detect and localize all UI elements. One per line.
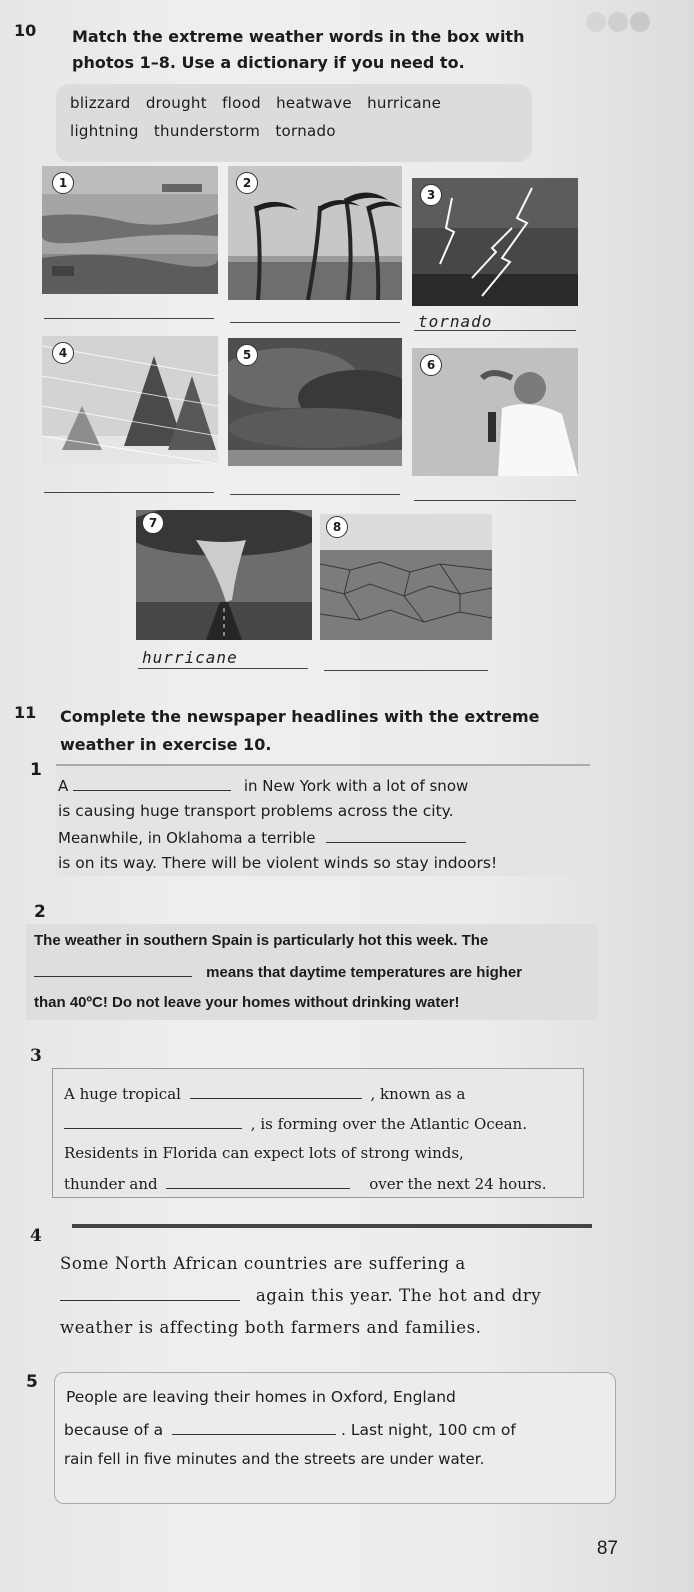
exercise-10-number: 10 xyxy=(14,21,37,40)
headline-4-line-1: Some North African countries are suffering a xyxy=(60,1254,466,1273)
headline-5 xyxy=(26,1366,616,1516)
blank-3b[interactable] xyxy=(64,1114,242,1129)
answer-line-4[interactable] xyxy=(44,492,214,493)
headline-2-number: 2 xyxy=(34,902,46,922)
headline-5-line-1: People are leaving their homes in Oxford, England xyxy=(66,1388,456,1406)
photo-7-tornado xyxy=(136,510,312,640)
headline-3-line-4-start: thunder and xyxy=(64,1175,158,1193)
headline-1-line-2: is causing huge transport problems across the city. xyxy=(58,802,454,820)
headline-4 xyxy=(30,1214,590,1344)
headline-5-line-3: rain fell in five minutes and the streets are under water. xyxy=(64,1450,485,1468)
headline-3-line-3: Residents in Florida can expect lots of strong winds, xyxy=(64,1144,464,1162)
headline-2-line-1: The weather in southern Spain is particularly hot this week. The xyxy=(34,932,489,949)
headline-1-a: A xyxy=(58,777,69,795)
headline-1 xyxy=(30,760,590,880)
headline-2-line-2-end: means that daytime temperatures are higher xyxy=(206,964,523,981)
blank-1a[interactable] xyxy=(73,776,231,791)
answer-line-8[interactable] xyxy=(324,670,488,671)
headline-4-line-3: weather is affecting both farmers and families. xyxy=(60,1318,482,1337)
exercise-10-instruction-1: Match the extreme weather words in the box with xyxy=(72,27,525,46)
photo-1-badge: 1 xyxy=(52,172,74,194)
word-box-line-1: blizzard drought flood heatwave hurricane xyxy=(70,94,442,112)
headline-1-line-4: is on its way. There will be violent winds so stay indoors! xyxy=(58,854,498,872)
headline-3-number: 3 xyxy=(30,1046,42,1066)
page-number: 87 xyxy=(596,1538,618,1559)
exercise-10-instruction-2: photos 1–8. Use a dictionary if you need to. xyxy=(72,53,465,72)
headline-5-line-2-start: because of a xyxy=(64,1421,164,1439)
blank-3c[interactable] xyxy=(166,1174,350,1189)
answer-line-6[interactable] xyxy=(414,500,576,501)
photo-7-badge: 7 xyxy=(142,512,164,534)
word-box xyxy=(56,84,532,162)
blank-4[interactable] xyxy=(60,1286,240,1301)
exercise-11-instruction-2: weather in exercise 10. xyxy=(60,735,272,754)
answer-line-5[interactable] xyxy=(230,494,400,495)
word-box-line-2: lightning thunderstorm tornado xyxy=(70,122,336,140)
headline-3-line-1 xyxy=(64,1084,465,1103)
answer-7: hurricane xyxy=(142,648,238,667)
headline-3-line-1-start: A huge tropical xyxy=(64,1085,181,1103)
headline-1-line-3-text: Meanwhile, in Oklahoma a terrible xyxy=(58,829,316,847)
headline-2-line-2 xyxy=(34,962,522,981)
photo-4-badge: 4 xyxy=(52,342,74,364)
headline-1-line-3 xyxy=(58,828,466,847)
headline-4-line-2 xyxy=(60,1286,541,1305)
answer-3: tornado xyxy=(418,312,493,331)
blank-3a[interactable] xyxy=(190,1084,362,1099)
headline-3-line-4 xyxy=(64,1174,547,1193)
photo-8-badge: 8 xyxy=(326,516,348,538)
answer-line-2[interactable] xyxy=(230,322,400,323)
photo-2-badge: 2 xyxy=(236,172,258,194)
decorative-dots xyxy=(586,6,666,36)
headline-1-number: 1 xyxy=(30,760,42,780)
headline-3 xyxy=(30,1040,590,1200)
photo-6-badge: 6 xyxy=(420,354,442,376)
headline-3-line-2-end: , is forming over the Atlantic Ocean. xyxy=(250,1115,527,1133)
photo-3-badge: 3 xyxy=(420,184,442,206)
answer-line-1[interactable] xyxy=(44,318,214,319)
headline-4-number: 4 xyxy=(30,1226,42,1246)
answer-line-7[interactable] xyxy=(138,668,308,669)
headline-4-line-2-end: again this year. The hot and dry xyxy=(255,1286,542,1305)
headline-3-line-4-end: over the next 24 hours. xyxy=(369,1175,547,1193)
headline-2 xyxy=(26,900,606,1020)
headline-2-line-3: than 40ºC! Do not leave your homes without drinking water! xyxy=(34,994,460,1011)
photo-5-badge: 5 xyxy=(236,344,258,366)
headline-5-number: 5 xyxy=(26,1372,38,1392)
headline-5-line-2 xyxy=(64,1420,516,1439)
headline-1-line-1-end: in New York with a lot of snow xyxy=(243,777,469,795)
exercise-11-number: 11 xyxy=(14,703,37,722)
exercise-11-instruction-1: Complete the newspaper headlines with the extreme xyxy=(60,707,540,726)
headline-3-line-1-end: , known as a xyxy=(370,1085,466,1103)
headline-3-line-2 xyxy=(64,1114,527,1133)
blank-2[interactable] xyxy=(34,962,192,977)
blank-5[interactable] xyxy=(172,1420,336,1435)
headline-1-line-1 xyxy=(58,776,468,795)
blank-1b[interactable] xyxy=(326,828,466,843)
headline-5-line-2-end: . Last night, 100 cm of xyxy=(341,1421,516,1439)
